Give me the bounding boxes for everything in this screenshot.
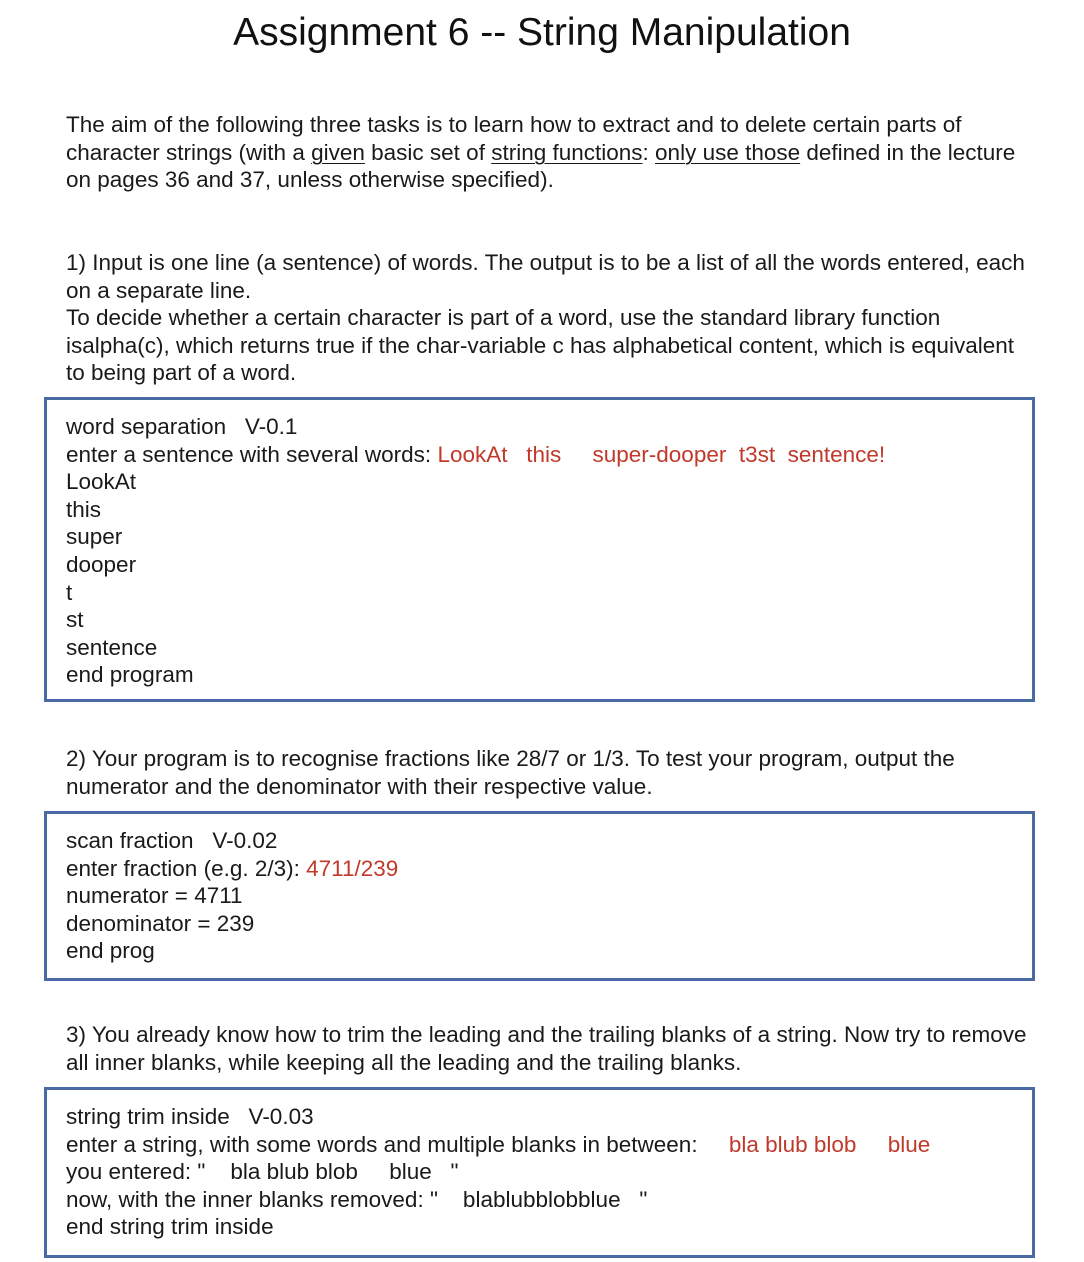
box2-prompt-line (66, 855, 398, 883)
task1-example-box (44, 397, 1035, 702)
intro-string-functions: string functions (491, 139, 643, 165)
box1-output: st (66, 607, 84, 633)
box2-denominator: denominator = 239 (66, 910, 255, 936)
intro-only-use-those: only use those (655, 139, 801, 165)
task2-example-box (44, 811, 1035, 981)
box1-end: end program (66, 662, 194, 688)
box3-prompt-line (66, 1131, 930, 1159)
box1-output: dooper (66, 551, 137, 577)
box1-output: LookAt (66, 469, 137, 495)
task3-description: 3) You already know how to trim the leading and the trailing blanks of a string. Now try to remove all inner blanks, while keeping all the leading and the trailing blanks. (66, 1022, 1027, 1075)
box3-input: bla blub blob blue (728, 1131, 931, 1157)
box2-numerator: numerator = 4711 (66, 883, 243, 909)
intro-text-1: The aim of the following three tasks is to learn how to extract and to delete certain parts of character strings (with a (66, 112, 962, 165)
box3-removed: now, with the inner blanks removed: " blablubblobblue " (66, 1186, 648, 1212)
box2-input: 4711/239 (306, 855, 399, 881)
box3-end: end string trim inside (66, 1214, 274, 1240)
box1-output: super (66, 524, 123, 550)
task2-description: 2) Your program is to recognise fractions like 28/7 or 1/3. To test your program, output the numerator and the denominator with their respective value. (66, 746, 955, 799)
box1-input: LookAt this super-dooper t3st sentence! (437, 441, 886, 467)
intro-paragraph (66, 111, 1036, 194)
task3-example-box (44, 1087, 1035, 1258)
box2-prompt: enter fraction (e.g. 2/3): (66, 855, 307, 881)
task1-description (66, 249, 1036, 387)
page-title: Assignment 6 -- String Manipulation (233, 11, 851, 54)
box1-prompt: enter a sentence with several words: (66, 441, 438, 467)
intro-text-2: basic set of (364, 139, 492, 165)
box3-entered: you entered: " bla blub blob blue " (66, 1159, 459, 1185)
box1-output: this (66, 496, 102, 522)
box1-prompt-line (66, 441, 885, 469)
box1-output: t (66, 579, 73, 605)
intro-text-4: defined in the lecture on pages 36 and 37, unless otherwise specified). (66, 139, 1016, 193)
task1-line1: 1) Input is one line (a sentence) of words. The output is to be a list of all the words entered, each on a separate line. (66, 250, 1025, 303)
box1-output: sentence (66, 634, 158, 660)
box2-header: scan fraction V-0.02 (66, 828, 278, 853)
box2-end: end prog (66, 938, 155, 964)
intro-given: given (311, 139, 365, 165)
box3-prompt: enter a string, with some words and multiple blanks in between: (66, 1131, 729, 1157)
intro-text-3: : (642, 139, 656, 165)
box3-header: string trim inside V-0.03 (66, 1104, 314, 1129)
box1-header: word separation V-0.1 (66, 414, 298, 439)
task1-line2: To decide whether a certain character is part of a word, use the standard library function isalpha(c), which returns true if the char-variable c has alphabetical content, which is equivalent to being part of a word. (66, 305, 1014, 386)
